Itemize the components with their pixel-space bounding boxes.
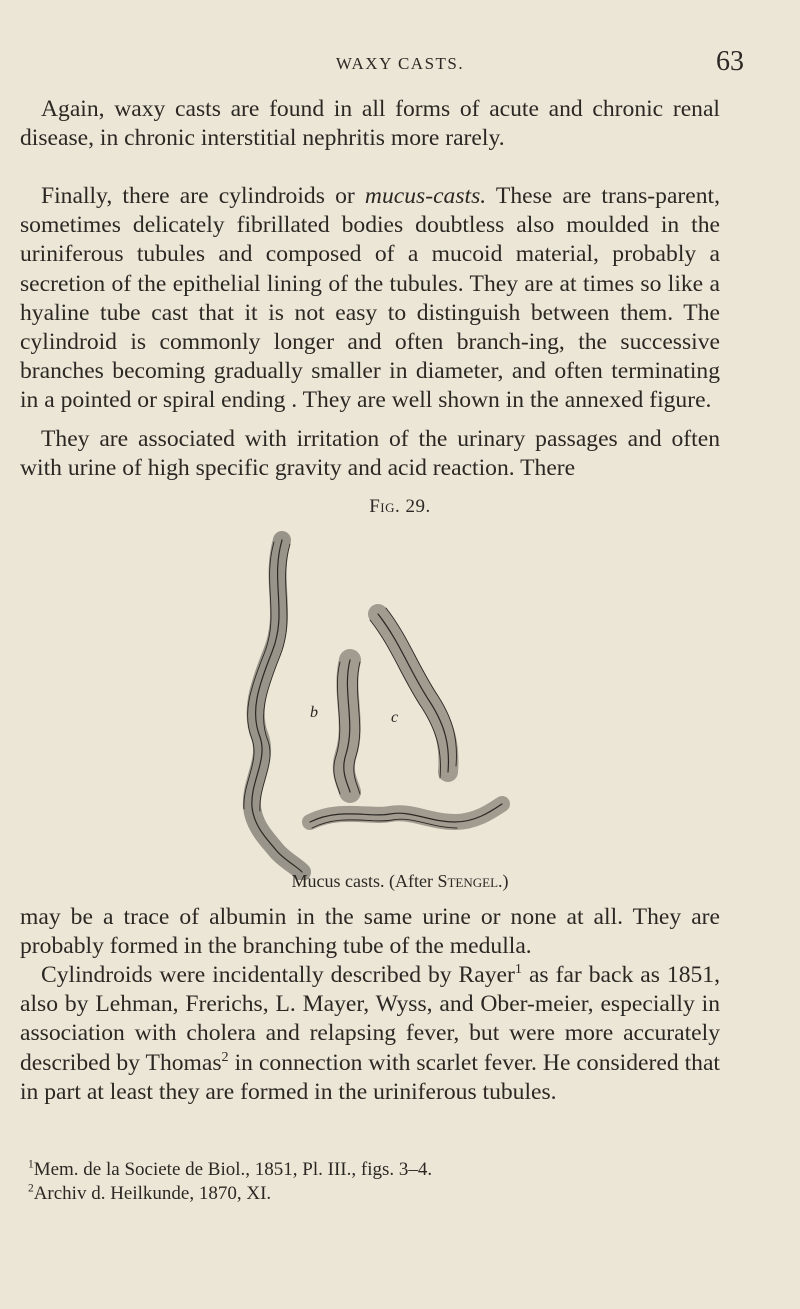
figure-caption [0, 871, 800, 892]
paragraph-cylindroids-start: Finally, there are cylindroids or [41, 183, 365, 209]
mucus-cast-a [252, 540, 302, 872]
paragraph-history [20, 961, 720, 1107]
figure-letter-b: b [310, 704, 318, 721]
figure-label-text: Fig. 29. [369, 496, 431, 517]
footnote-text-2: Archiv d. Heilkunde, 1870, XI. [33, 1183, 272, 1204]
running-head-title: WAXY CASTS. [335, 54, 465, 73]
history-part-1: Cylindroids were incidentally described by Rayer [41, 962, 515, 988]
footnote-1 [28, 1158, 728, 1182]
footnote-ref-1: 1 [514, 961, 522, 978]
paragraph-cylindroids-rest: These are trans-parent, sometimes delicately fibrillated bodies doubtless also moulded in the uriniferous tubules and composed of a mucoid material, probably a secretion of the epithelial lining of the tubules. They are at times so like a hyaline tube cast that it is not easy to distinguish between them. The cylindroid is commonly longer and often branch-ing, the successive branches becoming gradually smaller in diameter, and often terminating in a pointed or spiral ending . They are well shown in the annexed figure. [20, 183, 720, 414]
paragraph-associations: They are associated with irritation of the urinary passages and often with urine of high specific gravity and acid reaction. There [20, 426, 720, 482]
caption-author: Stengel. [437, 871, 503, 891]
history-part-2: as far back as 1851, also by Lehman, Frerichs, L. Mayer, Wyss, and Ober-meier, especially in association with cholera and relapsing fever, but were more accurately described by Thomas [20, 962, 720, 1076]
figure-letter-c: c [391, 709, 399, 726]
footnote-ref-2: 2 [221, 1048, 229, 1065]
footnotes [28, 1158, 728, 1206]
paragraph-albumin: may be a trace of albumin in the same urine or none at all. They are probably formed in the branching tube of the medulla. [20, 904, 720, 960]
footnote-mark-2: 2 [28, 1182, 34, 1195]
paragraph-cylindroids [20, 182, 720, 416]
caption-text: Mucus casts. (After [291, 871, 438, 891]
caption-close: ) [502, 871, 509, 891]
figure-label [0, 496, 800, 518]
page-number: 63 [716, 46, 744, 77]
footnote-text-1: Mem. de la Societe de Biol., 1851, Pl. III., figs. 3–4. [33, 1159, 433, 1180]
footnote-mark-1: 1 [28, 1158, 34, 1171]
history-part-3: in connection with scarlet fever. He considered that in part at least they are formed in the uriniferous tubules. [20, 1049, 720, 1105]
footnote-2 [28, 1182, 728, 1206]
term-mucus-casts: mucus-casts. [364, 183, 487, 209]
paragraph-waxy-casts: Again, waxy casts are found in all forms of acute and chronic renal disease, in chronic interstitial nephritis more rarely. [20, 96, 720, 152]
running-header [0, 46, 800, 82]
figure-mucus-casts [210, 522, 540, 880]
